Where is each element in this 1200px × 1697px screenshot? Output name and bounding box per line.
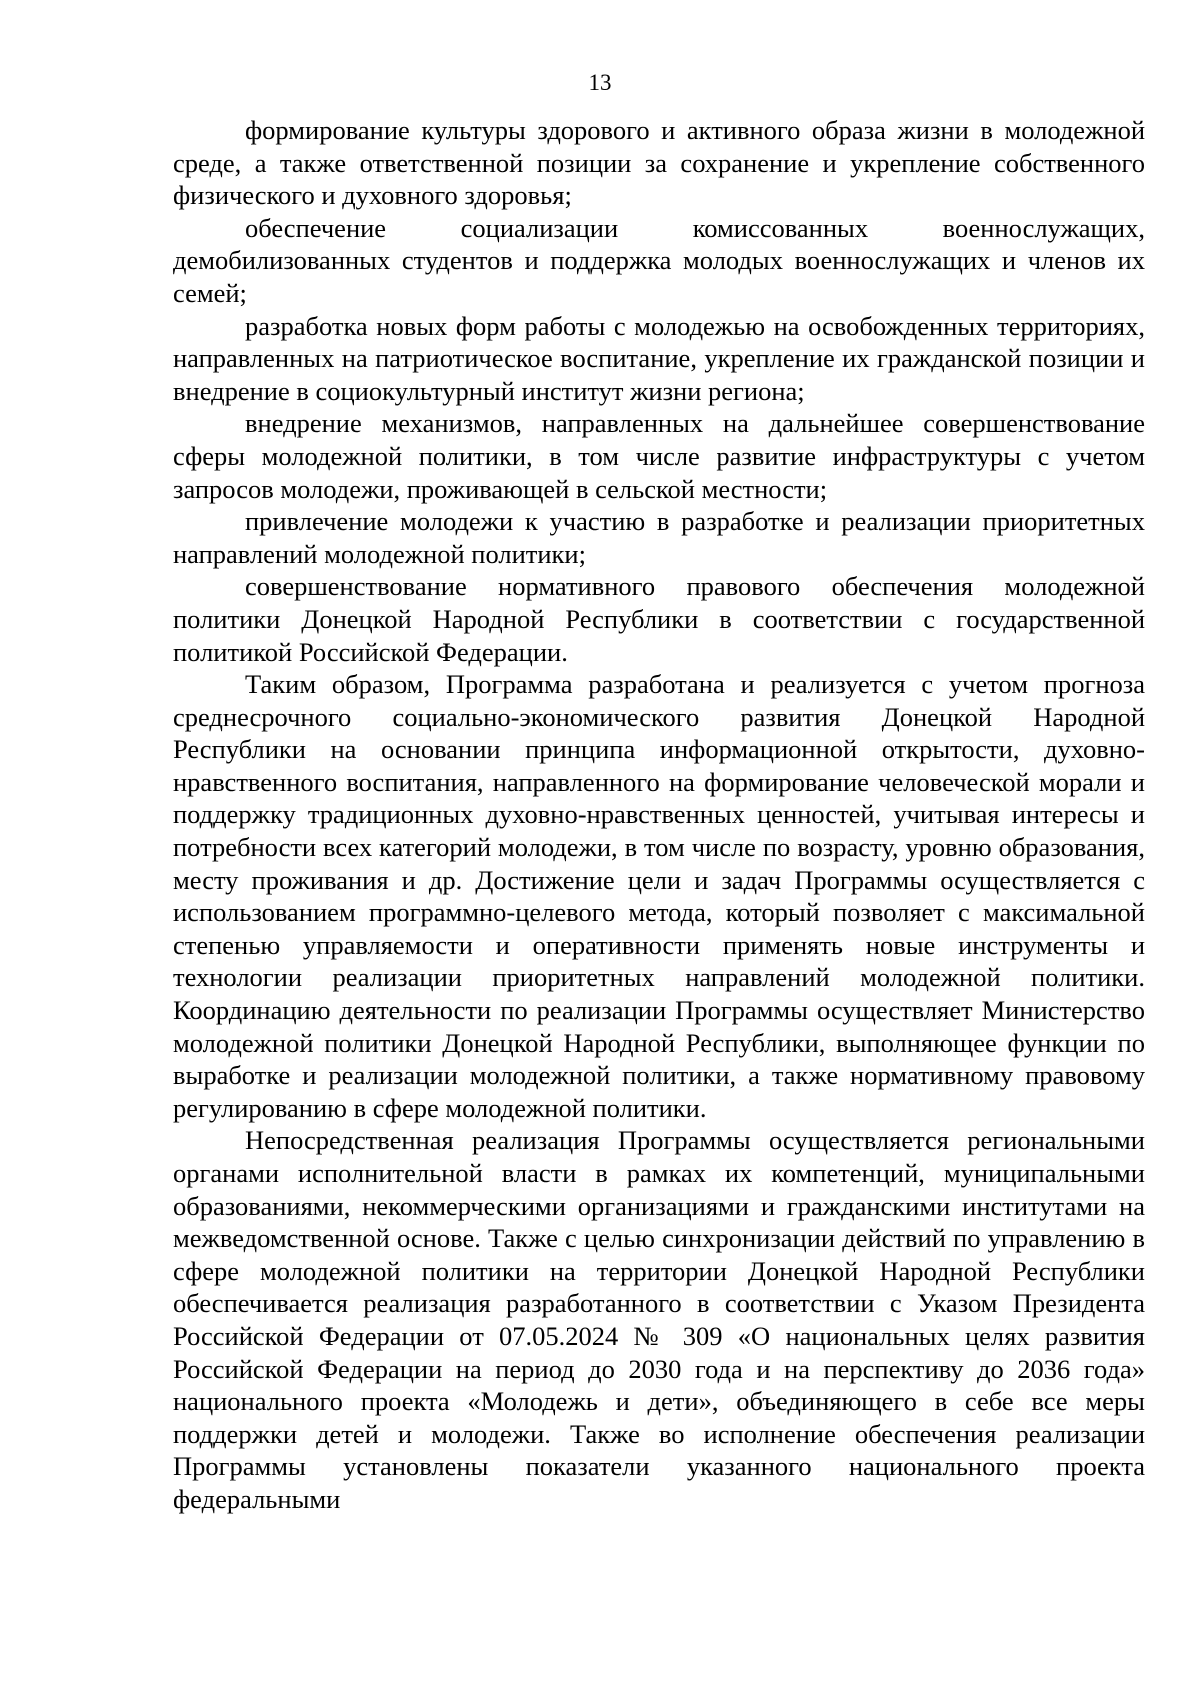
paragraph-1: формирование культуры здорового и активного образа жизни в молодежной среде, а также ответственной позиции за сохранение и укрепление собственного физического и духовного здоровья;: [173, 115, 1145, 211]
paragraph-3: разработка новых форм работы с молодежью на освобожденных территориях, направленных на патриотическое воспитание, укрепление их гражданской позиции и внедрение в социокультурный институт жизни региона;: [173, 310, 1145, 406]
document-body: [173, 114, 1145, 1516]
paragraph-8: Непосредственная реализация Программы осуществляется региональными органами исполнительной власти в рамках их компетенций, муниципальными образованиями, некоммерческими организациями и гражданскими институтами на межведомственной основе. Также с целью синхронизации действий по управлению в сфере молодежной политики на территории Донецкой Народной Республики обеспечивается реализация разработанного в соответствии с Указом Президента Российской Федерации от 07.05.2024 № 309 «О национальных целях развития Российской Федерации на период до 2030 года и на перспективу до 2036 года» национального проекта «Молодежь и дети», объединяющего в себе все меры поддержки детей и молодежи. Также во исполнение обеспечения реализации Программы установлены показатели указанного национального проекта федеральными: [173, 1125, 1145, 1514]
paragraph-7: Таким образом, Программа разработана и реализуется с учетом прогноза среднесрочного социально-экономического развития Донецкой Народной Республики на основании принципа информационной открытости, духовно-нравственного воспитания, направленного на формирование человеческой морали и поддержку традиционных духовно-нравственных ценностей, учитывая интересы и потребности всех категорий молодежи, в том числе по возрасту, уровню образования, месту проживания и др. Достижение цели и задач Программы осуществляется с использованием программно-целевого метода, который позволяет с максимальной степенью управляемости и оперативности применять новые инструменты и технологии реализации приоритетных направлений молодежной политики. Координацию деятельности по реализации Программы осуществляет Министерство молодежной политики Донецкой Народной Республики, выполняющее функции по выработке и реализации молодежной политики, а также нормативному правовому регулированию в сфере молодежной политики.: [173, 669, 1145, 1123]
paragraph-4: внедрение механизмов, направленных на дальнейшее совершенствование сферы молодежной политики, в том числе развитие инфраструктуры с учетом запросов молодежи, проживающей в сельской местности;: [173, 408, 1145, 504]
paragraph-5: привлечение молодежи к участию в разработке и реализации приоритетных направлений молодежной политики;: [173, 506, 1145, 569]
page-number: 13: [588, 70, 612, 95]
paragraph-2: обеспечение социализации комиссованных военнослужащих, демобилизованных студентов и поддержка молодых военнослужащих и членов их семей;: [173, 212, 1145, 308]
paragraph-6: совершенствование нормативного правового обеспечения молодежной политики Донецкой Народной Республики в соответствии с государственной политикой Российской Федерации.: [173, 571, 1145, 667]
